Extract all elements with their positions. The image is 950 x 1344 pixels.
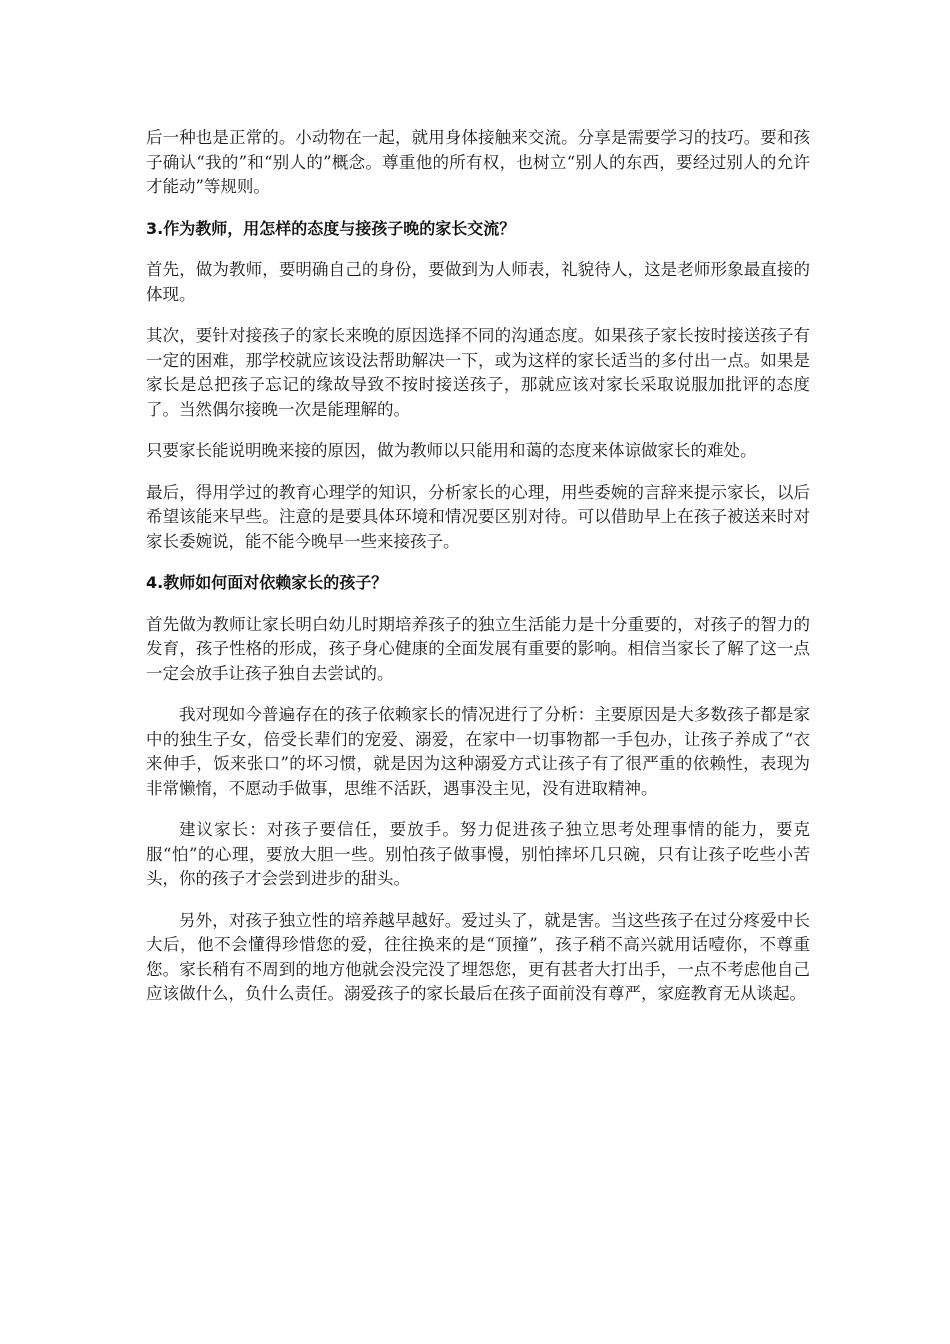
document-page bbox=[146, 126, 810, 1024]
section-heading-3: 3.作为教师，用怎样的态度与接孩子晚的家长交流？ bbox=[146, 218, 516, 238]
paragraph-early-training: 另外，对孩子独立性的培养越早越好。爱过头了，就是害。当这些孩子在过分疼爱中长大后，他不会懂得珍惜您的爱，往往换来的是“顶撞”，孩子稍不高兴就用话噎你，不尊重您。家长稍有不周到的地方他就会没完没了埋怨您，更有甚者大打出手，一点不考虑他自己应该做什么，负什么责任。溺爱孩子的家长最后在孩子面前没有尊严，家庭教育无从谈起。 bbox=[146, 910, 810, 1003]
paragraph-explain-reason: 只要家长能说明晚来接的原因，做为教师以只能用和蔼的态度来体谅做家长的难处。 bbox=[146, 441, 757, 460]
paragraph-second-attitude: 其次，要针对接孩子的家长来晚的原因选择不同的沟通态度。如果孩子家长按时接送孩子有一定的困难，那学校就应该设法帮助解决一下，或为这样的家长适当的多付出一点。如果是家长是总把孩子忘记的缘故导致不按时接送孩子，那就应该对家长采取说服加批评的态度了。当然偶尔接晚一次是能理解的。 bbox=[146, 326, 810, 419]
paragraph-dependence-analysis: 我对现如今普遍存在的孩子依赖家长的情况进行了分析：主要原因是大多数孩子都是家中的独生子女，倍受长辈们的宠爱、溺爱，在家中一切事物都一手包办，让孩子养成了“衣来伸手，饭来张口”的坏习惯，就是因为这种溺爱方式让孩子有了很严重的依赖性，表现为非常懒惰，不愿动手做事，思维不活跃，遇事没主见，没有进取精神。 bbox=[146, 705, 810, 798]
paragraph-parent-advice: 建议家长：对孩子要信任，要放手。努力促进孩子独立思考处理事情的能力，要克服“怕”的心理，要放大胆一些。别怕孩子做事慢，别怕摔坏几只碗，只有让孩子吃些小苦头，你的孩子才会尝到进步的甜头。 bbox=[146, 820, 810, 888]
paragraph-first-identity: 首先，做为教师，要明确自己的身份，要做到为人师表，礼貌待人，这是老师形象最直接的体现。 bbox=[146, 260, 810, 304]
paragraph-sharing-rules: 后一种也是正常的。小动物在一起，就用身体接触来交流。分享是需要学习的技巧。要和孩子确认“我的”和“别人的”概念。尊重他的所有权，也树立“别人的东西，要经过别人的允许才能动”等规则。 bbox=[146, 128, 810, 196]
paragraph-finally-psychology: 最后，得用学过的教育心理学的知识，分析家长的心理，用些委婉的言辞来提示家长，以后希望该能来早些。注意的是要具体环境和情况要区别对待。可以借助早上在孩子被送来时对家长委婉说，能不能今晚早一些来接孩子。 bbox=[146, 482, 810, 551]
paragraph-independence-importance: 首先做为教师让家长明白幼儿时期培养孩子的独立生活能力是十分重要的，对孩子的智力的发育，孩子性格的形成，孩子身心健康的全面发展有重要的影响。相信当家长了解了这一点一定会放手让孩子独自去尝试的。 bbox=[146, 614, 810, 683]
section-heading-4: 4.教师如何面对依赖家长的孩子？ bbox=[146, 573, 388, 592]
